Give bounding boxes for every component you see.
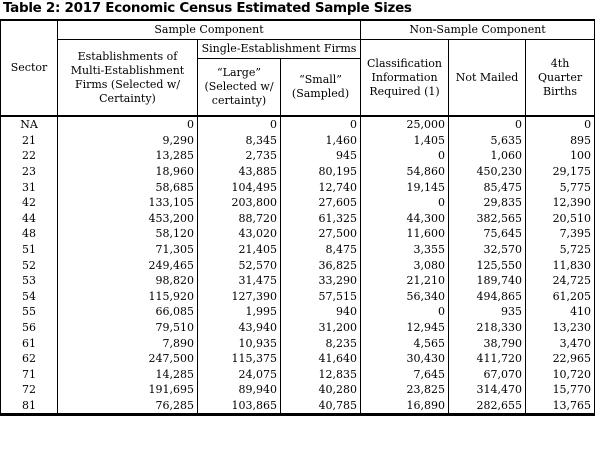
value-cell: 3,470 [526, 335, 595, 351]
table-row [1, 289, 595, 305]
value-cell: 27,605 [281, 195, 361, 211]
value-cell: 115,920 [58, 289, 198, 305]
value-cell: 20,510 [526, 211, 595, 227]
value-cell: 0 [198, 116, 281, 133]
value-cell: 5,775 [526, 179, 595, 195]
value-cell: 0 [361, 195, 449, 211]
sector-cell: NA [1, 116, 58, 133]
table-row [1, 148, 595, 164]
sector-cell: 54 [1, 289, 58, 305]
value-cell: 453,200 [58, 211, 198, 227]
value-cell: 36,825 [281, 257, 361, 273]
table-row [1, 226, 595, 242]
value-cell: 12,945 [361, 320, 449, 336]
value-cell: 29,835 [449, 195, 526, 211]
value-cell: 66,085 [58, 304, 198, 320]
sector-cell: 42 [1, 195, 58, 211]
table-row [1, 273, 595, 289]
table-row [1, 133, 595, 149]
value-cell: 10,935 [198, 335, 281, 351]
value-cell: 23,825 [361, 382, 449, 398]
table-row [1, 398, 595, 415]
table-row [1, 320, 595, 336]
table-row [1, 179, 595, 195]
value-cell: 103,865 [198, 398, 281, 415]
value-cell: 21,405 [198, 242, 281, 258]
value-cell: 189,740 [449, 273, 526, 289]
value-cell: 24,075 [198, 367, 281, 383]
value-cell: 12,390 [526, 195, 595, 211]
table-row [1, 367, 595, 383]
value-cell: 40,280 [281, 382, 361, 398]
header-single-establishment-firms: Single-Establishment Firms [198, 40, 361, 59]
sector-cell: 52 [1, 257, 58, 273]
value-cell: 3,080 [361, 257, 449, 273]
value-cell: 30,430 [361, 351, 449, 367]
value-cell: 38,790 [449, 335, 526, 351]
value-cell: 18,960 [58, 164, 198, 180]
value-cell: 1,405 [361, 133, 449, 149]
value-cell: 0 [361, 148, 449, 164]
value-cell: 12,740 [281, 179, 361, 195]
value-cell: 56,340 [361, 289, 449, 305]
value-cell: 945 [281, 148, 361, 164]
value-cell: 40,785 [281, 398, 361, 415]
value-cell: 191,695 [58, 382, 198, 398]
header-sample-component: Sample Component [58, 20, 361, 40]
value-cell: 2,735 [198, 148, 281, 164]
sector-cell: 48 [1, 226, 58, 242]
header-large: “Large” (Selected w/ certainty) [198, 59, 281, 117]
value-cell: 11,600 [361, 226, 449, 242]
sector-cell: 55 [1, 304, 58, 320]
value-cell: 58,120 [58, 226, 198, 242]
table-title: Table 2: 2017 Economic Census Estimated Sample Sizes [3, 0, 412, 16]
header-small: “Small” (Sampled) [281, 59, 361, 117]
value-cell: 76,285 [58, 398, 198, 415]
header-sector: Sector [1, 20, 58, 116]
value-cell: 80,195 [281, 164, 361, 180]
value-cell: 29,175 [526, 164, 595, 180]
value-cell: 247,500 [58, 351, 198, 367]
header-not-mailed: Not Mailed [449, 40, 526, 117]
value-cell: 89,940 [198, 382, 281, 398]
value-cell: 935 [449, 304, 526, 320]
value-cell: 13,285 [58, 148, 198, 164]
value-cell: 24,725 [526, 273, 595, 289]
sector-cell: 72 [1, 382, 58, 398]
value-cell: 8,475 [281, 242, 361, 258]
value-cell: 43,940 [198, 320, 281, 336]
value-cell: 0 [449, 116, 526, 133]
value-cell: 14,285 [58, 367, 198, 383]
value-cell: 104,495 [198, 179, 281, 195]
value-cell: 61,325 [281, 211, 361, 227]
value-cell: 44,300 [361, 211, 449, 227]
value-cell: 5,635 [449, 133, 526, 149]
sector-cell: 81 [1, 398, 58, 415]
value-cell: 410 [526, 304, 595, 320]
sector-cell: 22 [1, 148, 58, 164]
table-row [1, 195, 595, 211]
value-cell: 0 [58, 116, 198, 133]
sector-cell: 61 [1, 335, 58, 351]
value-cell: 15,770 [526, 382, 595, 398]
sector-cell: 62 [1, 351, 58, 367]
value-cell: 61,205 [526, 289, 595, 305]
value-cell: 450,230 [449, 164, 526, 180]
header-non-sample-component: Non-Sample Component [361, 20, 595, 40]
value-cell: 10,720 [526, 367, 595, 383]
value-cell: 58,685 [58, 179, 198, 195]
value-cell: 0 [361, 304, 449, 320]
value-cell: 71,305 [58, 242, 198, 258]
value-cell: 43,885 [198, 164, 281, 180]
value-cell: 100 [526, 148, 595, 164]
value-cell: 27,500 [281, 226, 361, 242]
sector-cell: 56 [1, 320, 58, 336]
value-cell: 13,230 [526, 320, 595, 336]
value-cell: 0 [526, 116, 595, 133]
value-cell: 41,640 [281, 351, 361, 367]
sample-sizes-table [0, 19, 595, 416]
value-cell: 79,510 [58, 320, 198, 336]
table-row [1, 304, 595, 320]
value-cell: 218,330 [449, 320, 526, 336]
value-cell: 249,465 [58, 257, 198, 273]
sector-cell: 23 [1, 164, 58, 180]
value-cell: 125,550 [449, 257, 526, 273]
value-cell: 43,020 [198, 226, 281, 242]
table-row [1, 164, 595, 180]
value-cell: 940 [281, 304, 361, 320]
table-row [1, 242, 595, 258]
value-cell: 411,720 [449, 351, 526, 367]
value-cell: 494,865 [449, 289, 526, 305]
value-cell: 75,645 [449, 226, 526, 242]
value-cell: 31,475 [198, 273, 281, 289]
value-cell: 54,860 [361, 164, 449, 180]
value-cell: 22,965 [526, 351, 595, 367]
value-cell: 895 [526, 133, 595, 149]
value-cell: 9,290 [58, 133, 198, 149]
value-cell: 57,515 [281, 289, 361, 305]
header-classification-info: Classification Information Required (1) [361, 40, 449, 117]
table-row [1, 382, 595, 398]
table-row [1, 211, 595, 227]
value-cell: 1,460 [281, 133, 361, 149]
value-cell: 7,890 [58, 335, 198, 351]
value-cell: 32,570 [449, 242, 526, 258]
value-cell: 1,995 [198, 304, 281, 320]
header-multi-establishment: Establishments of Multi-Establishment Firms (Selected w/ Certainty) [58, 40, 198, 117]
value-cell: 133,105 [58, 195, 198, 211]
value-cell: 11,830 [526, 257, 595, 273]
value-cell: 98,820 [58, 273, 198, 289]
value-cell: 7,645 [361, 367, 449, 383]
header-fourth-quarter-births: 4th Quarter Births [526, 40, 595, 117]
value-cell: 8,345 [198, 133, 281, 149]
value-cell: 0 [281, 116, 361, 133]
value-cell: 19,145 [361, 179, 449, 195]
table-row [1, 335, 595, 351]
value-cell: 52,570 [198, 257, 281, 273]
sector-cell: 44 [1, 211, 58, 227]
table-row [1, 257, 595, 273]
value-cell: 3,355 [361, 242, 449, 258]
value-cell: 382,565 [449, 211, 526, 227]
value-cell: 21,210 [361, 273, 449, 289]
value-cell: 33,290 [281, 273, 361, 289]
value-cell: 1,060 [449, 148, 526, 164]
value-cell: 16,890 [361, 398, 449, 415]
value-cell: 13,765 [526, 398, 595, 415]
table-row [1, 351, 595, 367]
value-cell: 67,070 [449, 367, 526, 383]
value-cell: 203,800 [198, 195, 281, 211]
value-cell: 25,000 [361, 116, 449, 133]
value-cell: 85,475 [449, 179, 526, 195]
value-cell: 115,375 [198, 351, 281, 367]
sector-cell: 53 [1, 273, 58, 289]
sector-cell: 31 [1, 179, 58, 195]
table-body [1, 116, 595, 415]
value-cell: 4,565 [361, 335, 449, 351]
sector-cell: 71 [1, 367, 58, 383]
value-cell: 5,725 [526, 242, 595, 258]
value-cell: 12,835 [281, 367, 361, 383]
value-cell: 88,720 [198, 211, 281, 227]
value-cell: 127,390 [198, 289, 281, 305]
value-cell: 314,470 [449, 382, 526, 398]
value-cell: 7,395 [526, 226, 595, 242]
value-cell: 282,655 [449, 398, 526, 415]
value-cell: 8,235 [281, 335, 361, 351]
sector-cell: 51 [1, 242, 58, 258]
value-cell: 31,200 [281, 320, 361, 336]
sector-cell: 21 [1, 133, 58, 149]
table-row [1, 116, 595, 133]
